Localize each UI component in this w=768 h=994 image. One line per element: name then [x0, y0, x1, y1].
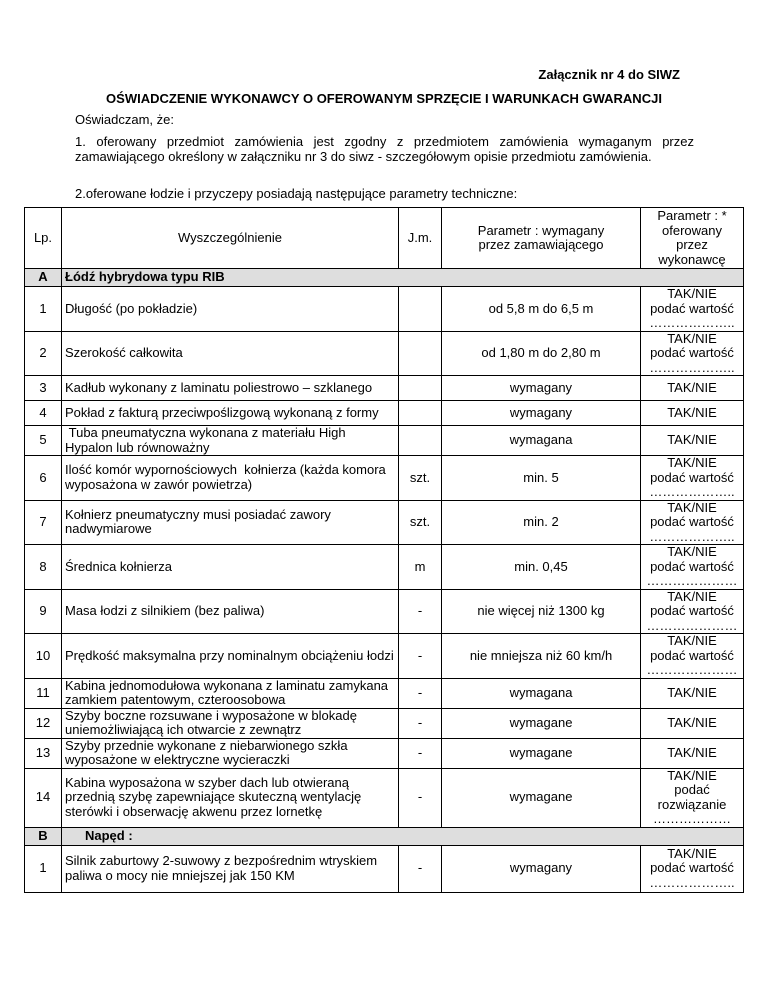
row-name: Szyby przednie wykonane z niebarwionego szkła wyposażone w elektryczne wycieraczki [62, 738, 399, 768]
table-row [25, 708, 744, 738]
row-required: min. 2 [442, 500, 641, 545]
row-required: wymagana [442, 426, 641, 456]
offered-off2: podać wartość [650, 558, 734, 574]
row-required: wymagany [442, 401, 641, 426]
row-name: Tuba pneumatyczna wykonana z materiału High Hypalon lub równoważny [62, 426, 399, 456]
row-lp: 14 [25, 768, 62, 827]
row-required: wymagane [442, 738, 641, 768]
offered-off: TAK/NIE [667, 714, 717, 730]
row-name: Pokład z fakturą przeciwpoślizgową wykonaną z formy [62, 401, 399, 426]
offered-off: TAK/NIE [667, 767, 717, 783]
row-name: Szyby boczne rozsuwane i wyposażone w blokadę uniemożliwiającą ich otwarcie z zewnątrz [62, 708, 399, 738]
row-jm: - [399, 678, 442, 708]
row-offered [641, 331, 744, 376]
row-required: nie mniejsza niż 60 km/h [442, 634, 641, 679]
table-row [25, 545, 744, 590]
row-offered [641, 738, 744, 768]
offered-off: TAK/NIE [667, 455, 717, 470]
row-lp: 4 [25, 401, 62, 426]
offered-off2: podać wartość [650, 514, 734, 529]
row-lp: 13 [25, 738, 62, 768]
row-required: min. 5 [442, 456, 641, 501]
offered-off: TAK/NIE [667, 286, 717, 301]
row-name: Długość (po pokładzie) [62, 287, 399, 332]
row-required: wymagana [442, 678, 641, 708]
row-lp: 5 [25, 426, 62, 456]
offered-off2: podać wartość [650, 860, 734, 876]
row-lp: 8 [25, 545, 62, 590]
row-offered [641, 401, 744, 426]
row-name: Kabina wyposażona w szyber dach lub otwieraną przednią szybę zapewniające skuteczną wentylację sterówki i obserwację akwenu przez lornetkę [62, 768, 399, 827]
offered-dots: ……………….. [649, 874, 735, 890]
row-jm [399, 401, 442, 426]
row-lp: 11 [25, 678, 62, 708]
row-required: wymagane [442, 708, 641, 738]
header-required [442, 208, 641, 269]
row-offered [641, 287, 744, 332]
row-jm: - [399, 589, 442, 634]
section-label: Napęd : [62, 827, 744, 845]
row-name: Masa łodzi z silnikiem (bez paliwa) [62, 589, 399, 634]
offered-off: TAK/NIE [667, 330, 717, 346]
row-name: Średnica kołnierza [62, 545, 399, 590]
offered-off2: podać [674, 782, 710, 797]
offered-off2: podać wartość [650, 300, 734, 316]
header-offered [641, 208, 744, 269]
table-row [25, 401, 744, 426]
section-label: Łódź hybrydowa typu RIB [62, 269, 744, 287]
table-row [25, 331, 744, 376]
declaration-point-2: 2.oferowane łodzie i przyczepy posiadają następujące parametry techniczne: [75, 186, 518, 201]
row-lp: 12 [25, 708, 62, 738]
row-lp: 6 [25, 456, 62, 501]
table-row [25, 426, 744, 456]
row-lp: 3 [25, 376, 62, 401]
row-required: wymagany [442, 845, 641, 892]
row-required: wymagane [442, 768, 641, 827]
section-id: B [25, 827, 62, 845]
row-required: od 5,8 m do 6,5 m [442, 287, 641, 332]
offered-off2: podać wartość [650, 345, 734, 360]
row-jm [399, 426, 442, 456]
row-offered [641, 426, 744, 456]
row-jm [399, 376, 442, 401]
header-name: Wyszczególnienie [62, 208, 399, 269]
row-lp: 9 [25, 589, 62, 634]
offered-off: TAK/NIE [667, 845, 717, 861]
row-lp: 7 [25, 500, 62, 545]
offered-dots: ………………… [646, 573, 738, 588]
parameters-table [24, 207, 744, 893]
annex-label: Załącznik nr 4 do SIWZ [538, 67, 680, 82]
row-jm: - [399, 768, 442, 827]
row-jm: - [399, 708, 442, 738]
row-name: Kołnierz pneumatyczny musi posiadać zawory nadwymiarowe [62, 500, 399, 545]
row-offered [641, 845, 744, 892]
section-id: A [25, 269, 62, 287]
header-offered-text: Parametr : * oferowany przez wykonawcę [657, 208, 727, 267]
row-name: Prędkość maksymalna przy nominalnym obciążeniu łodzi [62, 634, 399, 679]
row-lp: 1 [25, 845, 62, 892]
row-required: od 1,80 m do 2,80 m [442, 331, 641, 376]
offered-off: TAK/NIE [667, 379, 717, 395]
row-offered [641, 456, 744, 501]
table-row [25, 678, 744, 708]
row-jm [399, 331, 442, 376]
section-row-sectionA [25, 269, 744, 287]
row-offered [641, 678, 744, 708]
row-name: Kadłub wykonany z laminatu poliestrowo – szklanego [62, 376, 399, 401]
offered-dots: ……………….. [649, 484, 735, 499]
offered-off2: podać wartość [650, 603, 734, 618]
offered-off: TAK/NIE [667, 684, 717, 700]
table-row [25, 456, 744, 501]
table-row [25, 845, 744, 892]
offered-dots: ……………… [653, 811, 731, 826]
table-row [25, 768, 744, 827]
table-row [25, 287, 744, 332]
row-name: Silnik zaburtowy 2-suwowy z bezpośrednim wtryskiem paliwa o mocy nie mniejszej jak 150 KM [62, 845, 399, 892]
offered-off: TAK/NIE [667, 544, 717, 559]
offered-off: TAK/NIE [667, 588, 717, 604]
declaration-intro: Oświadczam, że: [75, 112, 174, 127]
row-offered [641, 500, 744, 545]
offered-off: TAK/NIE [667, 744, 717, 760]
offered-dots: ……………….. [649, 359, 735, 375]
row-offered [641, 589, 744, 634]
row-jm: - [399, 738, 442, 768]
row-offered [641, 545, 744, 590]
offered-off2: podać wartość [650, 469, 734, 485]
offered-dots: ………………… [646, 662, 738, 677]
table-header-row [25, 208, 744, 269]
row-jm: m [399, 545, 442, 590]
table-row [25, 500, 744, 545]
document-title: OŚWIADCZENIE WYKONAWCY O OFEROWANYM SPRZĘCIE I WARUNKACH GWARANCJI [106, 91, 662, 106]
row-name: Ilość komór wypornościowych kołnierza (każda komora wyposażona w zawór powietrza) [62, 456, 399, 501]
row-jm: szt. [399, 500, 442, 545]
row-offered [641, 768, 744, 827]
declaration-point-1: 1. oferowany przedmiot zamówienia jest zgodny z przedmiotem zamówienia wymaganym przez zamawiającego określony w załączniku nr 3 do siwz - szczegółowym opisie przedmiotu zamówienia. [75, 134, 694, 164]
row-lp: 1 [25, 287, 62, 332]
offered-dots: ……………….. [649, 528, 735, 544]
table-row [25, 376, 744, 401]
row-offered [641, 376, 744, 401]
table-row [25, 634, 744, 679]
row-required: min. 0,45 [442, 545, 641, 590]
row-lp: 2 [25, 331, 62, 376]
row-offered [641, 708, 744, 738]
offered-dots: ………………… [646, 617, 738, 633]
section-row-sectionB [25, 827, 744, 845]
row-required: wymagany [442, 376, 641, 401]
row-name: Kabina jednomodułowa wykonana z laminatu zamykana zamkiem patentowym, czteroosobowa [62, 678, 399, 708]
row-jm [399, 287, 442, 332]
row-jm: - [399, 634, 442, 679]
row-required: nie więcej niż 1300 kg [442, 589, 641, 634]
table-row [25, 738, 744, 768]
header-required-text: Parametr : wymagany przez zamawiającego [477, 222, 605, 252]
row-jm: szt. [399, 456, 442, 501]
row-jm: - [399, 845, 442, 892]
offered-off3: rozwiązanie [657, 796, 727, 812]
offered-off: TAK/NIE [667, 633, 717, 648]
offered-off: TAK/NIE [667, 499, 717, 515]
offered-off2: podać wartość [650, 647, 734, 663]
offered-off: TAK/NIE [667, 404, 717, 420]
header-jm: J.m. [399, 208, 442, 269]
row-name: Szerokość całkowita [62, 331, 399, 376]
offered-off: TAK/NIE [667, 432, 717, 448]
table-row [25, 589, 744, 634]
offered-dots: ……………….. [649, 315, 735, 330]
header-lp: Lp. [25, 208, 62, 269]
row-offered [641, 634, 744, 679]
row-lp: 10 [25, 634, 62, 679]
